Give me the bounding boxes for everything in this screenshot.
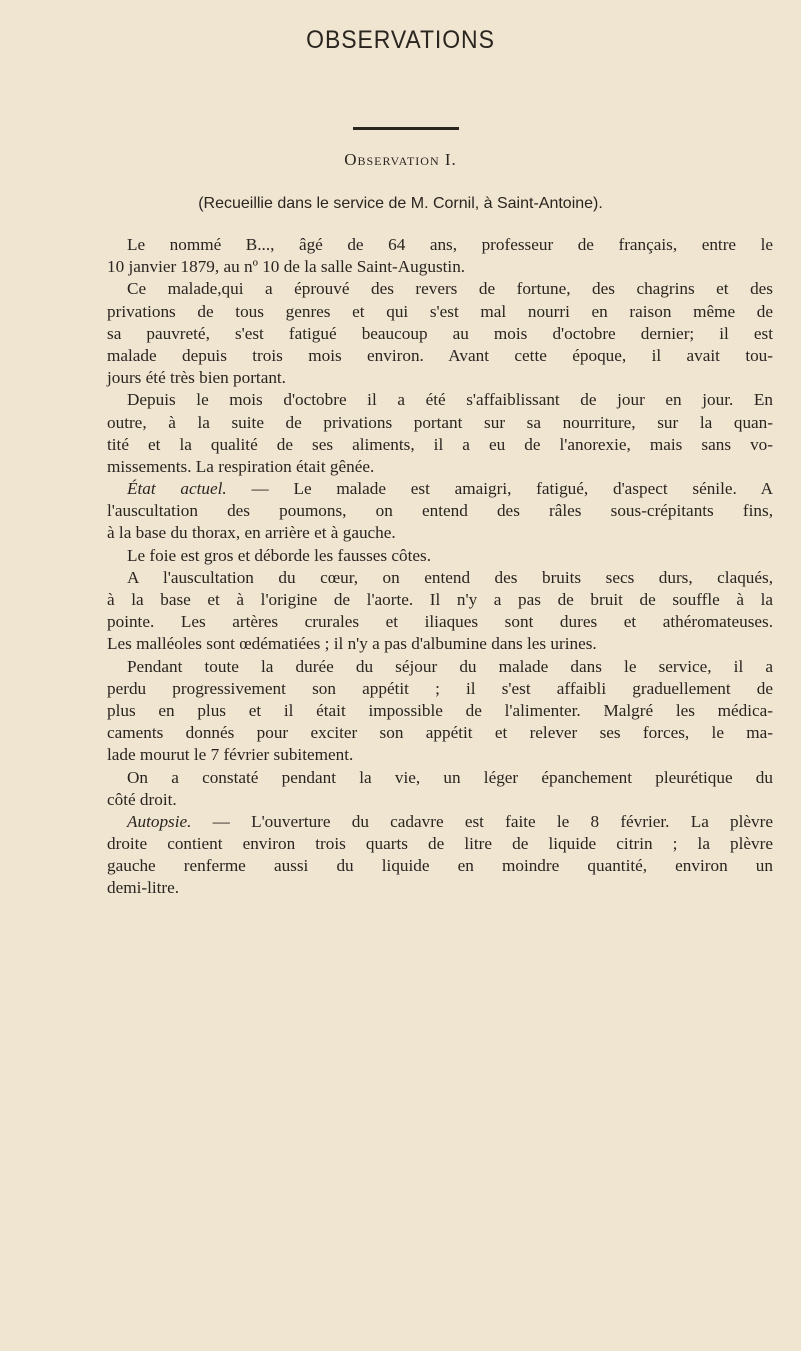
text-line — [107, 833, 773, 855]
text-line — [107, 678, 773, 700]
line-text: droite contient environ trois quarts de litre de liquide citrin ; la plèvre — [107, 834, 773, 854]
line-text: Ce malade,qui a éprouvé des revers de fortune, des chagrins et des — [127, 279, 773, 299]
text-line — [107, 323, 773, 345]
text-line — [107, 434, 773, 456]
paragraph — [107, 234, 773, 278]
line-text: caments donnés pour exciter son appétit et relever ses forces, le ma- — [107, 723, 773, 743]
text-line — [107, 700, 773, 722]
line-text: lade mourut le 7 février subitement. — [107, 745, 354, 765]
section-heading: Observation I. — [344, 150, 457, 169]
line-text: sa pauvreté, s'est fatigué beaucoup au mois d'octobre dernier; il est — [107, 323, 773, 343]
text-line — [107, 278, 773, 300]
line-text: privations de tous genres et qui s'est mal nourri en raison même de — [107, 301, 773, 321]
text-line — [107, 301, 773, 323]
paragraph — [107, 478, 773, 545]
line-text: Le nommé B..., âgé de 64 ans, professeur de français, entre le — [127, 235, 773, 254]
paragraph-lead: État actuel. — [127, 479, 227, 499]
text-line — [107, 633, 773, 655]
text-line — [107, 256, 773, 278]
divider-rule — [353, 127, 459, 130]
section-subtitle: (Recueillie dans le service de M. Cornil, à Saint-Antoine). — [198, 195, 603, 212]
text-line — [107, 855, 773, 877]
line-text: jours été très bien portant. — [107, 368, 286, 388]
line-text: Depuis le mois d'octobre il a été s'affaiblissant de jour en jour. En — [127, 390, 773, 410]
text-line — [107, 567, 773, 589]
text-line — [107, 412, 773, 434]
paragraph — [107, 567, 773, 656]
paragraph — [107, 656, 773, 767]
line-text: On a constaté pendant la vie, un léger épanchement pleurétique du — [127, 767, 773, 787]
text-line — [107, 589, 773, 611]
text-line — [107, 456, 773, 478]
page-title: OBSERVATIONS — [306, 26, 495, 54]
text-line — [107, 789, 773, 811]
text-line — [107, 811, 773, 833]
line-text: pointe. Les artères crurales et iliaques sont dures et athéromateuses. — [107, 612, 773, 632]
paragraph — [107, 767, 773, 811]
text-line — [107, 345, 773, 367]
text-line — [107, 744, 773, 766]
line-text: A l'auscultation du cœur, on entend des bruits secs durs, claqués, — [127, 567, 773, 587]
line-text: — Le malade est amaigri, fatigué, d'aspect sénile. A — [226, 479, 774, 499]
line-text: côté droit. — [107, 789, 177, 809]
line-text: — L'ouverture du cadavre est faite le 8 février. La plèvre — [191, 811, 773, 831]
line-text: Le foie est gros et déborde les fausses côtes. — [127, 545, 432, 565]
text-line — [107, 656, 773, 678]
text-line — [107, 389, 773, 411]
text-line — [107, 545, 773, 567]
line-text: missements. La respiration était gênée. — [107, 456, 375, 476]
line-text: gauche renferme aussi du liquide en moindre quantité, environ un — [107, 856, 773, 876]
line-text: malade depuis trois mois environ. Avant cette époque, il avait tou- — [107, 345, 773, 365]
text-line — [107, 500, 773, 522]
line-text: tité et la qualité de ses aliments, il a eu de l'anorexie, mais sans vo- — [107, 434, 773, 454]
line-text: 10 janvier 1879, au nº 10 de la salle Saint-Augustin. — [107, 257, 466, 277]
line-text: plus en plus et il était impossible de l'alimenter. Malgré les médica- — [107, 700, 773, 720]
line-text: outre, à la suite de privations portant sur sa nourriture, sur la quan- — [107, 412, 773, 432]
line-text: à la base et à l'origine de l'aorte. Il n'y a pas de bruit de souffle à la — [107, 590, 773, 609]
text-line — [107, 611, 773, 633]
line-text: Pendant toute la durée du séjour du malade dans le service, il a — [127, 656, 773, 676]
body-text — [107, 234, 773, 900]
line-text: l'auscultation des poumons, on entend des râles sous-crépitants fins, — [107, 501, 773, 521]
paragraph — [107, 278, 773, 389]
text-line — [107, 367, 773, 389]
text-line — [107, 478, 773, 500]
text-line — [107, 522, 773, 544]
paragraph — [107, 389, 773, 478]
text-line — [107, 234, 773, 256]
paragraph — [107, 811, 773, 900]
line-text: demi-litre. — [107, 878, 180, 898]
text-line — [107, 877, 773, 899]
text-line — [107, 722, 773, 744]
line-text: perdu progressivement son appétit ; il s'est affaibli graduellement de — [107, 678, 773, 698]
line-text: à la base du thorax, en arrière et à gauche. — [107, 523, 396, 543]
text-line — [107, 767, 773, 789]
line-text: Les malléoles sont œdématiées ; il n'y a pas d'albumine dans les urines. — [107, 634, 597, 654]
paragraph-lead: Autopsie. — [127, 811, 192, 831]
paragraph — [107, 545, 773, 567]
